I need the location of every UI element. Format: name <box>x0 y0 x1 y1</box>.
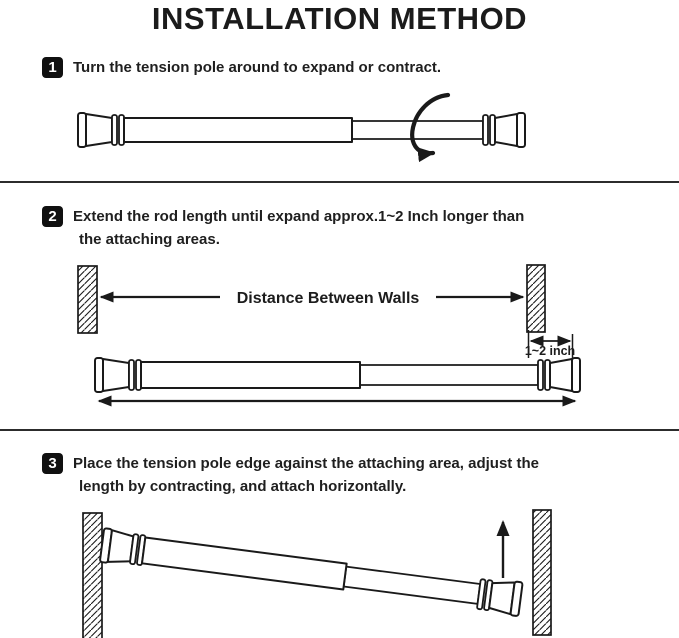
tension-pole <box>78 113 525 147</box>
step-2-line-2: the attaching areas. <box>79 231 220 248</box>
pole-end-cap-left <box>95 358 103 392</box>
distance-between-walls-label: Distance Between Walls <box>236 290 420 307</box>
step-2-row <box>42 205 524 251</box>
tension-pole-diagram-extended <box>0 258 679 423</box>
pole-tube-thin <box>344 567 480 604</box>
step-1-text <box>73 56 441 79</box>
tension-pole-diagram-straight <box>0 88 679 183</box>
pole-tube-thick <box>141 362 360 388</box>
wall-right <box>533 510 551 635</box>
pole-tube-thick <box>142 538 347 590</box>
pole-cone-left <box>103 359 129 391</box>
pole-ring <box>538 360 543 390</box>
step-2-number: 2 <box>48 208 57 225</box>
step-3-number: 3 <box>48 455 57 472</box>
step-3-row <box>42 452 539 498</box>
step-2-text <box>73 205 524 251</box>
step-1-line-1: Turn the tension pole around to expand or contract. <box>73 59 442 76</box>
wall-left <box>83 513 102 638</box>
pole-end-cap-left <box>78 113 86 147</box>
pole-cone-left <box>86 114 112 146</box>
step-3-line-2: length by contracting, and attach horizontally. <box>79 478 407 495</box>
wall-left <box>78 266 97 333</box>
step-1-row <box>42 56 441 79</box>
pole-ring <box>129 360 134 390</box>
tension-pole <box>95 358 580 392</box>
step-3-text <box>73 452 539 498</box>
step-3-line-1: Place the tension pole edge against the attaching area, adjust the <box>73 455 539 472</box>
pole-ring <box>112 115 117 145</box>
pole-tube-thin <box>360 365 538 385</box>
step-2-badge <box>42 206 63 227</box>
section-divider <box>0 429 679 431</box>
section-divider <box>0 181 679 183</box>
tension-pole <box>100 528 523 616</box>
page-title: INSTALLATION METHOD <box>151 1 528 36</box>
pole-end-cap-right <box>517 113 525 147</box>
step-3-badge <box>42 453 63 474</box>
step-1-badge <box>42 57 63 78</box>
pole-end-cap-right <box>572 358 580 392</box>
extension-dimension <box>525 330 575 358</box>
wall-right <box>527 265 545 332</box>
step-2-line-1: Extend the rod length until expand approx.1~2 Inch longer than <box>73 208 525 225</box>
tension-pole-diagram-tilted <box>0 500 679 638</box>
step-1-number: 1 <box>48 59 57 76</box>
pole-cone-right <box>550 359 572 391</box>
pole-tube-thin <box>352 121 483 139</box>
extension-label: 1~2 inch <box>524 344 576 358</box>
pole-cone-right <box>495 114 517 146</box>
pole-ring <box>483 115 488 145</box>
pole-tube-thick <box>124 118 352 142</box>
